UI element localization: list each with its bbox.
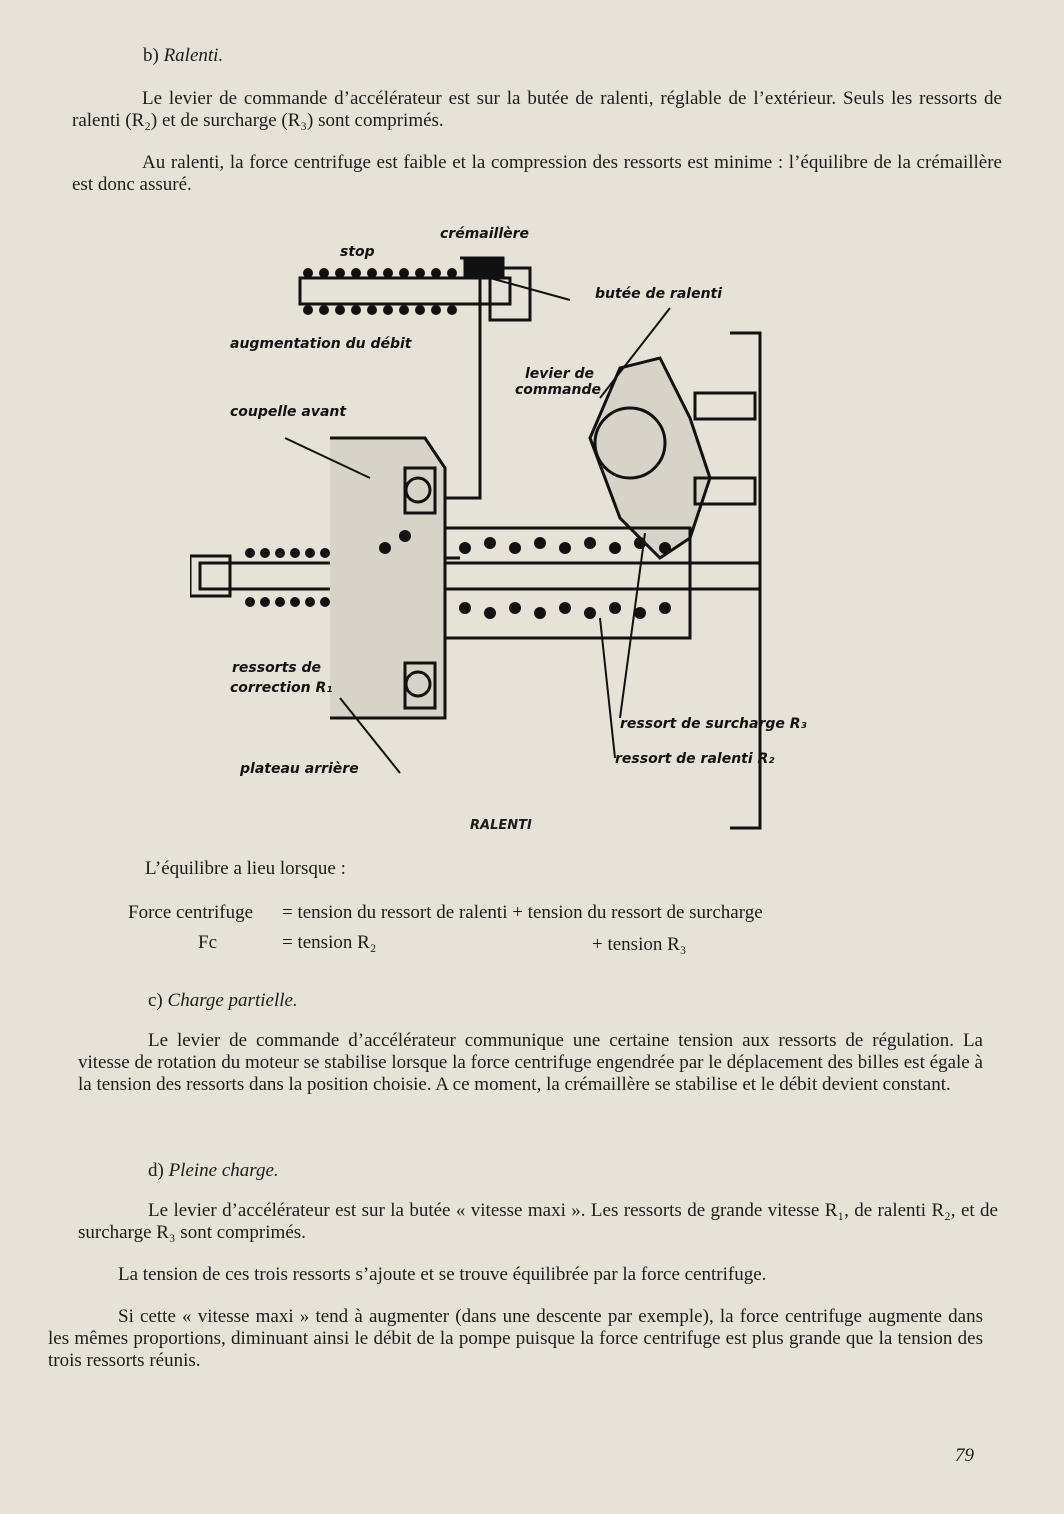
formula-line-1-right: = tension du ressort de ralenti + tension du ressort de surcharge xyxy=(282,902,763,923)
label-correction-2: correction R₁ xyxy=(230,680,333,696)
label-surcharge: ressort de surcharge R₃ xyxy=(620,716,807,732)
section-heading-ralenti xyxy=(143,45,223,67)
heading-title: Charge partielle. xyxy=(167,990,298,1011)
paragraph-pleine-charge-2: La tension de ces trois ressorts s’ajoute et se trouve équilibrée par la force centrifuge. xyxy=(118,1264,767,1285)
label-augmentation: augmentation du débit xyxy=(230,336,412,352)
figure-caption: RALENTI xyxy=(470,818,532,833)
heading-title: Pleine charge. xyxy=(168,1160,279,1181)
label-coupelle: coupelle avant xyxy=(230,404,347,420)
heading-prefix: d) xyxy=(148,1160,164,1181)
label-cremaillere: crémaillère xyxy=(440,226,530,242)
paragraph-pleine-charge-3: Si cette « vitesse maxi » tend à augmenter (dans une descente par exemple), la force centrifuge augmente dans les mêmes proportions, diminuant ainsi le débit de la pompe puisque la force centrifuge est plus grande que la tension des trois ressorts réunis. xyxy=(48,1306,983,1371)
label-stop: stop xyxy=(340,244,375,260)
label-correction-1: ressorts de xyxy=(232,660,322,676)
upper-pin xyxy=(695,393,755,419)
main-shaft xyxy=(200,563,760,589)
section-heading-pleine-charge xyxy=(148,1160,279,1182)
label-ralenti-r2: ressort de ralenti R₂ xyxy=(615,751,775,767)
paragraph-charge-partielle: Le levier de commande d’accélérateur communique une certaine tension aux ressorts de régulation. La vitesse de rotation du moteur se stabilise lorsque la force centrifuge engendrée par le déplacement des billes est égale à la tension des ressorts dans la position choisie. A ce moment, la crémaillère se stabilise et le débit devient constant. xyxy=(78,1030,983,1095)
section-heading-charge-partielle xyxy=(148,990,298,1012)
formula-line-2-left: Fc xyxy=(198,932,217,953)
formula-line-1-left: Force centrifuge xyxy=(128,902,254,923)
label-plateau: plateau arrière xyxy=(240,761,359,777)
paragraph-pleine-charge-1: Le levier d’accélérateur est sur la butée « vitesse maxi ». Les ressorts de grande vitesse R₁, de ralenti R₂, et de surcharge R₃ sont comprimés. xyxy=(78,1200,998,1243)
label-levier-2: commande xyxy=(515,382,602,398)
page-number: 79 xyxy=(955,1445,974,1466)
paragraph-ralenti-1: Le levier de commande d’accélérateur est sur la butée de ralenti, réglable de l’extérieur. Seuls les ressorts de ralenti (R₂) et de surcharge (R₃) sont comprimés. xyxy=(72,88,1002,131)
paragraph-ralenti-2: Au ralenti, la force centrifuge est faible et la compression des ressorts est minime : l’équilibre de la crémaillère est donc assuré. xyxy=(72,152,1002,195)
formula-line-2-mid: = tension R₂ xyxy=(282,932,377,953)
governor-diagram xyxy=(190,218,850,838)
heading-prefix: b) xyxy=(143,45,159,66)
label-butee: butée de ralenti xyxy=(595,286,723,302)
equilibre-intro: L’équilibre a lieu lorsque : xyxy=(145,858,346,879)
heading-title: Ralenti. xyxy=(163,45,224,66)
label-levier-1: levier de xyxy=(525,366,595,382)
heading-prefix: c) xyxy=(148,990,163,1011)
formula-line-2-right: + tension R₃ xyxy=(592,934,687,955)
